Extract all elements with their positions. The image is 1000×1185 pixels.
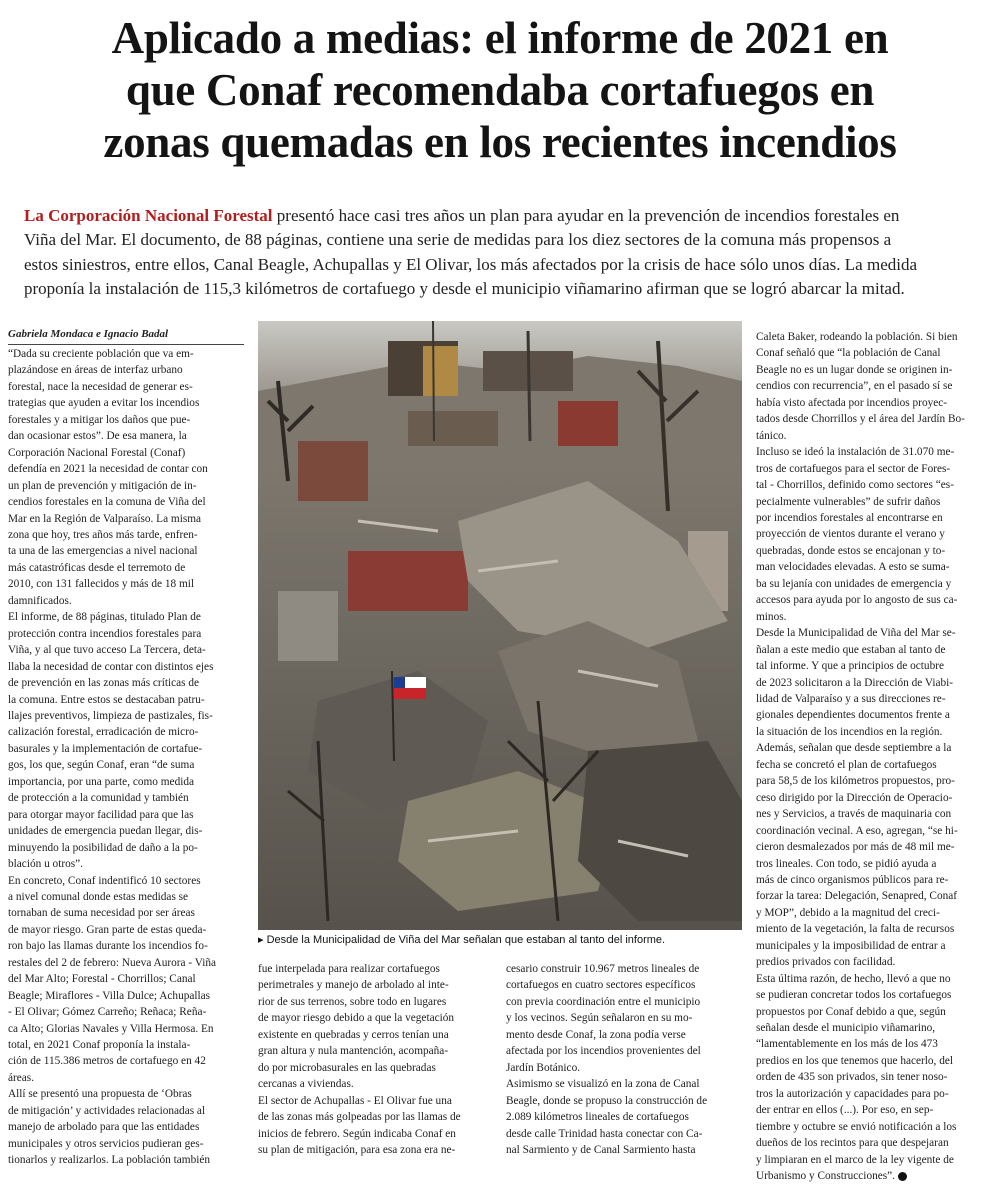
article-line: Mar en la Región de Valparaíso. La misma	[8, 512, 202, 525]
article-column-4	[756, 329, 992, 1185]
article-line: la comuna. Entre estos se destacaban patru-	[8, 693, 205, 706]
article-line: tiembre y octubre se envió notificación a los	[756, 1120, 957, 1133]
article-line: tánico.	[756, 429, 787, 442]
article-line: municipales y la imposibilidad de entrar a	[756, 939, 946, 952]
article-line: existente en quebradas y cerros tenían una	[258, 1028, 449, 1041]
article-line: Viña, y al que tuvo acceso La Tercera, deta-	[8, 644, 206, 657]
article-line: forzar la tarea: Delegación, Senapred, Conaf	[756, 890, 958, 903]
article-line: de las zonas más golpeadas por las llamas de	[258, 1111, 461, 1124]
article-line: ba su lejanía con unidades de emergencia y	[756, 577, 952, 590]
article-line: y limpiaran en el marco de la ley vigente de	[756, 1153, 954, 1166]
article-line: de protección a la comunidad y también	[8, 792, 189, 805]
article-column-1	[8, 346, 246, 1169]
article-line: de mayor riesgo. Gran parte de estas queda-	[8, 923, 207, 936]
article-line: do por microbasurales en las quebradas	[258, 1061, 436, 1074]
article-line: llajes preventivos, limpieza de pastizales, fis-	[8, 709, 213, 722]
article-line: importancia, por una parte, como medida	[8, 775, 195, 788]
article-line: propuestos por Conaf debido a que, según	[756, 1005, 946, 1018]
article-line: 2010, con 131 fallecidos y más de 18 mil	[8, 578, 195, 591]
article-line: restales del 2 de febrero: Nueva Aurora - Viña	[8, 956, 217, 969]
article-line: Urbanismo y Construcciones”.	[756, 1168, 992, 1184]
article-line: y los vecinos. Según señalaron en su mo-	[506, 1012, 693, 1025]
article-line: cercanas a viviendas.	[258, 1078, 354, 1091]
article-line: ñalan a este medio que estaban al tanto de	[756, 643, 946, 656]
article-line: desde calle Trinidad hasta conectar con Ca-	[506, 1127, 703, 1140]
article-line: predios privados con facilidad.	[756, 956, 896, 969]
article-line: defendía en 2021 la necesidad de contar con	[8, 463, 208, 476]
article-line: orden de 435 son privados, sin tener noso-	[756, 1071, 948, 1084]
article-line: su plan de mitigación, para esa zona era ne-	[258, 1143, 456, 1156]
article-line: a nivel comunal donde estas medidas se	[8, 890, 189, 903]
lead-kicker: La Corporación Nacional Forestal	[24, 206, 273, 225]
lead-line	[24, 204, 976, 228]
article-column-2	[258, 961, 494, 1158]
article-line: coordinación vecinal. A eso, agregan, “se hi-	[756, 824, 958, 837]
article-line: de 2023 solicitaron a la Dirección de Viabi-	[756, 676, 954, 689]
article-line: Allí se presentó una propuesta de ‘Obras	[8, 1088, 192, 1101]
article-line: por incendios forestales al encontrarse en	[756, 511, 943, 524]
article-line: zona que hoy, tres años más tarde, enfren-	[8, 528, 198, 541]
article-line: ca Alto; Glorias Navales y Villa Hermosa. En	[8, 1022, 214, 1035]
article-line: “Dada su creciente población que va em-	[8, 348, 194, 360]
article-line: había visto afectada por incendios proyec-	[756, 396, 948, 409]
article-line: Conaf señaló que “la población de Canal	[756, 347, 941, 360]
article-line: predios en los que tenemos que hacerlo, del	[756, 1054, 954, 1067]
article-line: señalan desde el municipio viñamarino,	[756, 1022, 936, 1035]
article-line: Desde la Municipalidad de Viña del Mar se-	[756, 627, 956, 640]
article-line: municipales y otros servicios pudieran ges-	[8, 1137, 204, 1150]
article-line: Beagle; Miraflores - Villa Dulce; Achupallas	[8, 989, 211, 1002]
article-line: para 58,5 de los kilómetros propuestos, pro-	[756, 775, 955, 788]
article-line: calización forestal, erradicación de micro-	[8, 726, 199, 739]
article-line: con previa coordinación entre el municipio	[506, 995, 701, 1008]
article-line: de mayor riesgo debido a que la vegetación	[258, 1012, 455, 1025]
article-line: tados desde Chorrillos y el área del Jardín Bo-	[756, 413, 965, 426]
article-line: protección contra incendios forestales para	[8, 627, 202, 640]
article-line: más de cinco organismos públicos para re-	[756, 873, 949, 886]
article-line: ta una de las emergencias a nivel nacional	[8, 545, 198, 558]
article-line: forestales y a mitigar los daños que pue-	[8, 413, 191, 426]
article-line: manejo de arbolado para que las entidades	[8, 1121, 200, 1134]
lead-line: estos siniestros, entre ellos, Canal Beagle, Achupallas y El Olivar, los más afectados por la crisis de hace sólo unos días. La medida	[24, 254, 918, 274]
article-line: minuyendo la posibilidad de daño a la po-	[8, 841, 198, 854]
photo-caption: ▸ Desde la Municipalidad de Viña del Mar señalan que estaban al tanto del informe.	[258, 934, 666, 946]
article-line: ceso dirigido por la Dirección de Operacio-	[756, 791, 953, 804]
article-line: accesos para ayuda por lo angosto de sus ca-	[756, 594, 958, 607]
article-line: der entrar en ellos (...). Por eso, en sep-	[756, 1104, 934, 1117]
article-line: de prevención en las zonas más críticas de	[8, 677, 200, 690]
article-line: Beagle, donde se propuso la construcción de	[506, 1094, 708, 1107]
article-line: dueños de los recintos para que despejaran	[756, 1137, 949, 1150]
article-line: unidades de emergencia puedan llegar, dis-	[8, 825, 203, 838]
article-line: ron bajo las llamas durante los incendios fo-	[8, 940, 208, 953]
article-line: cendios forestales en la comuna de Viña del	[8, 496, 206, 509]
article-line: cieron desmalezados por más de 48 mil me-	[756, 841, 955, 854]
article-line: nal Sarmiento y de Canal Sarmiento hasta	[506, 1143, 696, 1156]
article-line: trategias que ayuden a evitar los incendios	[8, 397, 200, 410]
article-line: Asimismo se visualizó en la zona de Canal	[506, 1078, 700, 1091]
article-line: man velocidades elevadas. A esto se suma-	[756, 561, 950, 574]
byline: Gabriela Mondaca e Ignacio Badal	[8, 328, 169, 340]
headline-line: zonas quemadas en los recientes incendios	[103, 117, 897, 168]
lead-line: Viña del Mar. El documento, de 88 páginas, contiene una serie de medidas para los diez sectores de la comuna más propensos a	[24, 230, 892, 250]
article-line: áreas.	[8, 1071, 35, 1084]
article-line: Caleta Baker, rodeando la población. Si bien	[756, 331, 958, 343]
article-line: 2.089 kilómetros lineales de cortafuegos	[506, 1111, 689, 1124]
article-line: tros de cortafuegos para el sector de Fores-	[756, 462, 951, 475]
article-line: proyección de vientos durante el verano y	[756, 528, 945, 541]
article-line: En concreto, Conaf indentificó 10 sectores	[8, 874, 201, 887]
article-line: para otorgar mayor facilidad para que las	[8, 808, 194, 821]
article-line: damnificados.	[8, 594, 72, 607]
article-line: Además, señalan que desde septiembre a la	[756, 742, 952, 755]
article-line: - El Olivar; Gómez Carreño; Reñaca; Reña-	[8, 1006, 207, 1019]
fire-damage-photo	[258, 321, 742, 930]
article-line: gran altura y nula mantención, acompaña-	[258, 1045, 449, 1058]
article-line: Incluso se ideó la instalación de 31.070 me-	[756, 446, 955, 459]
article-line: minos.	[756, 610, 787, 623]
lead-paragraph	[24, 204, 976, 302]
article-line: forestal, nace la necesidad de generar es-	[8, 380, 193, 393]
article-line: lidad de Valparaíso y a sus direcciones re-	[756, 692, 946, 705]
byline-box	[8, 322, 244, 345]
headline	[0, 12, 1000, 169]
article-line: de mitigación’ y actividades relacionadas al	[8, 1104, 206, 1117]
article-line: Beagle no es un lugar donde se originen in-	[756, 363, 953, 376]
article-line: rior de sus terrenos, sobre todo en lugares	[258, 995, 447, 1008]
article-line: Corporación Nacional Forestal (Conaf)	[8, 446, 186, 459]
article-line: afectada por los incendios provenientes del	[506, 1045, 701, 1058]
article-line: tros lineales. Con todo, se pidió ayuda a	[756, 857, 937, 870]
article-line: tal - Chorrillos, definido como sectores “es-	[756, 479, 954, 492]
lead-text: presentó hace casi tres años un plan para ayudar en la prevención de incendios forestales en	[272, 206, 900, 225]
article-line: nes y Servicios, a través de maquinaria con	[756, 808, 952, 821]
article-column-3	[506, 961, 742, 1158]
article-line: basurales y la implementación de cortafue-	[8, 742, 203, 755]
article-line: tionarlos y realizarlos. La población también	[8, 1154, 211, 1167]
end-of-article-icon	[898, 1172, 907, 1181]
article-line: más catastróficas desde el terremoto de	[8, 561, 186, 574]
article-line: inicios de febrero. Según indicaba Conaf en	[258, 1127, 456, 1140]
article-line: cesario construir 10.967 metros lineales de	[506, 963, 700, 975]
headline-line: que Conaf recomendaba cortafuegos en	[125, 65, 875, 116]
article-line: fue interpelada para realizar cortafuegos	[258, 963, 440, 975]
article-line: un plan de prevención y mitigación de in-	[8, 479, 197, 492]
article-line: pecialmente vulnerables” de sufrir daños	[756, 495, 941, 508]
article-line: del Mar Alto; Forestal - Chorrillos; Canal	[8, 973, 196, 986]
photo-illustration	[258, 321, 742, 930]
lead-line: proponía la instalación de 115,3 kilómetros de cortafuego y desde el municipio viñamarino afirman que se logró abarcar la mitad.	[24, 279, 905, 299]
article-line: “lamentablemente en los más de los 473	[756, 1038, 938, 1051]
article-line: llaba la necesidad de contar con distintos ejes	[8, 660, 214, 673]
article-line: se pudieran concretar todos los cortafuegos	[756, 989, 952, 1002]
article-line: El informe, de 88 páginas, titulado Plan de	[8, 611, 201, 624]
article-line: quebradas, donde estos se encajonan y to-	[756, 544, 946, 557]
article-line: cendios con recurrencia”, en el pasado sí se	[756, 380, 953, 393]
article-line: tornaban de suma necesidad por ser áreas	[8, 907, 195, 920]
article-line: miento de la vegetación, la falta de recursos	[756, 923, 955, 936]
article-line: Esta última razón, de hecho, llevó a que no	[756, 972, 951, 985]
article-line: tal informe. Y que a principios de octubre	[756, 660, 945, 673]
article-line: ción de 115.386 metros de cortafuego en 42	[8, 1055, 206, 1068]
article-line: mento desde Conaf, la zona podía verse	[506, 1028, 686, 1041]
article-line: la situación de los incendios en la región.	[756, 725, 943, 738]
article-line: y MOP”, debido a la magnitud del creci-	[756, 906, 940, 919]
article-line: gos, los que, según Conaf, eran “de suma	[8, 759, 195, 772]
article-line: dan ocasionar estos”. De esa manera, la	[8, 430, 187, 443]
article-line: blación u otros”.	[8, 858, 83, 871]
article-line: El sector de Achupallas - El Olivar fue una	[258, 1094, 452, 1107]
article-line: tros la autorización y capacidades para po-	[756, 1087, 949, 1100]
article-line: gionales dependientes documentos frente a	[756, 709, 950, 722]
article-line: Jardín Botánico.	[506, 1061, 581, 1074]
article-line: plazándose en áreas de interfaz urbano	[8, 364, 183, 377]
article-line: total, en 2021 Conaf proponía la instala-	[8, 1039, 191, 1052]
headline-line: Aplicado a medias: el informe de 2021 en	[111, 13, 889, 63]
article-line: fecha se concretó el plan de cortafuegos	[756, 758, 937, 771]
article-line: perimetrales y manejo de arbolado al inte-	[258, 979, 449, 992]
article-line: cortafuegos en cuatro sectores específicos	[506, 979, 696, 992]
